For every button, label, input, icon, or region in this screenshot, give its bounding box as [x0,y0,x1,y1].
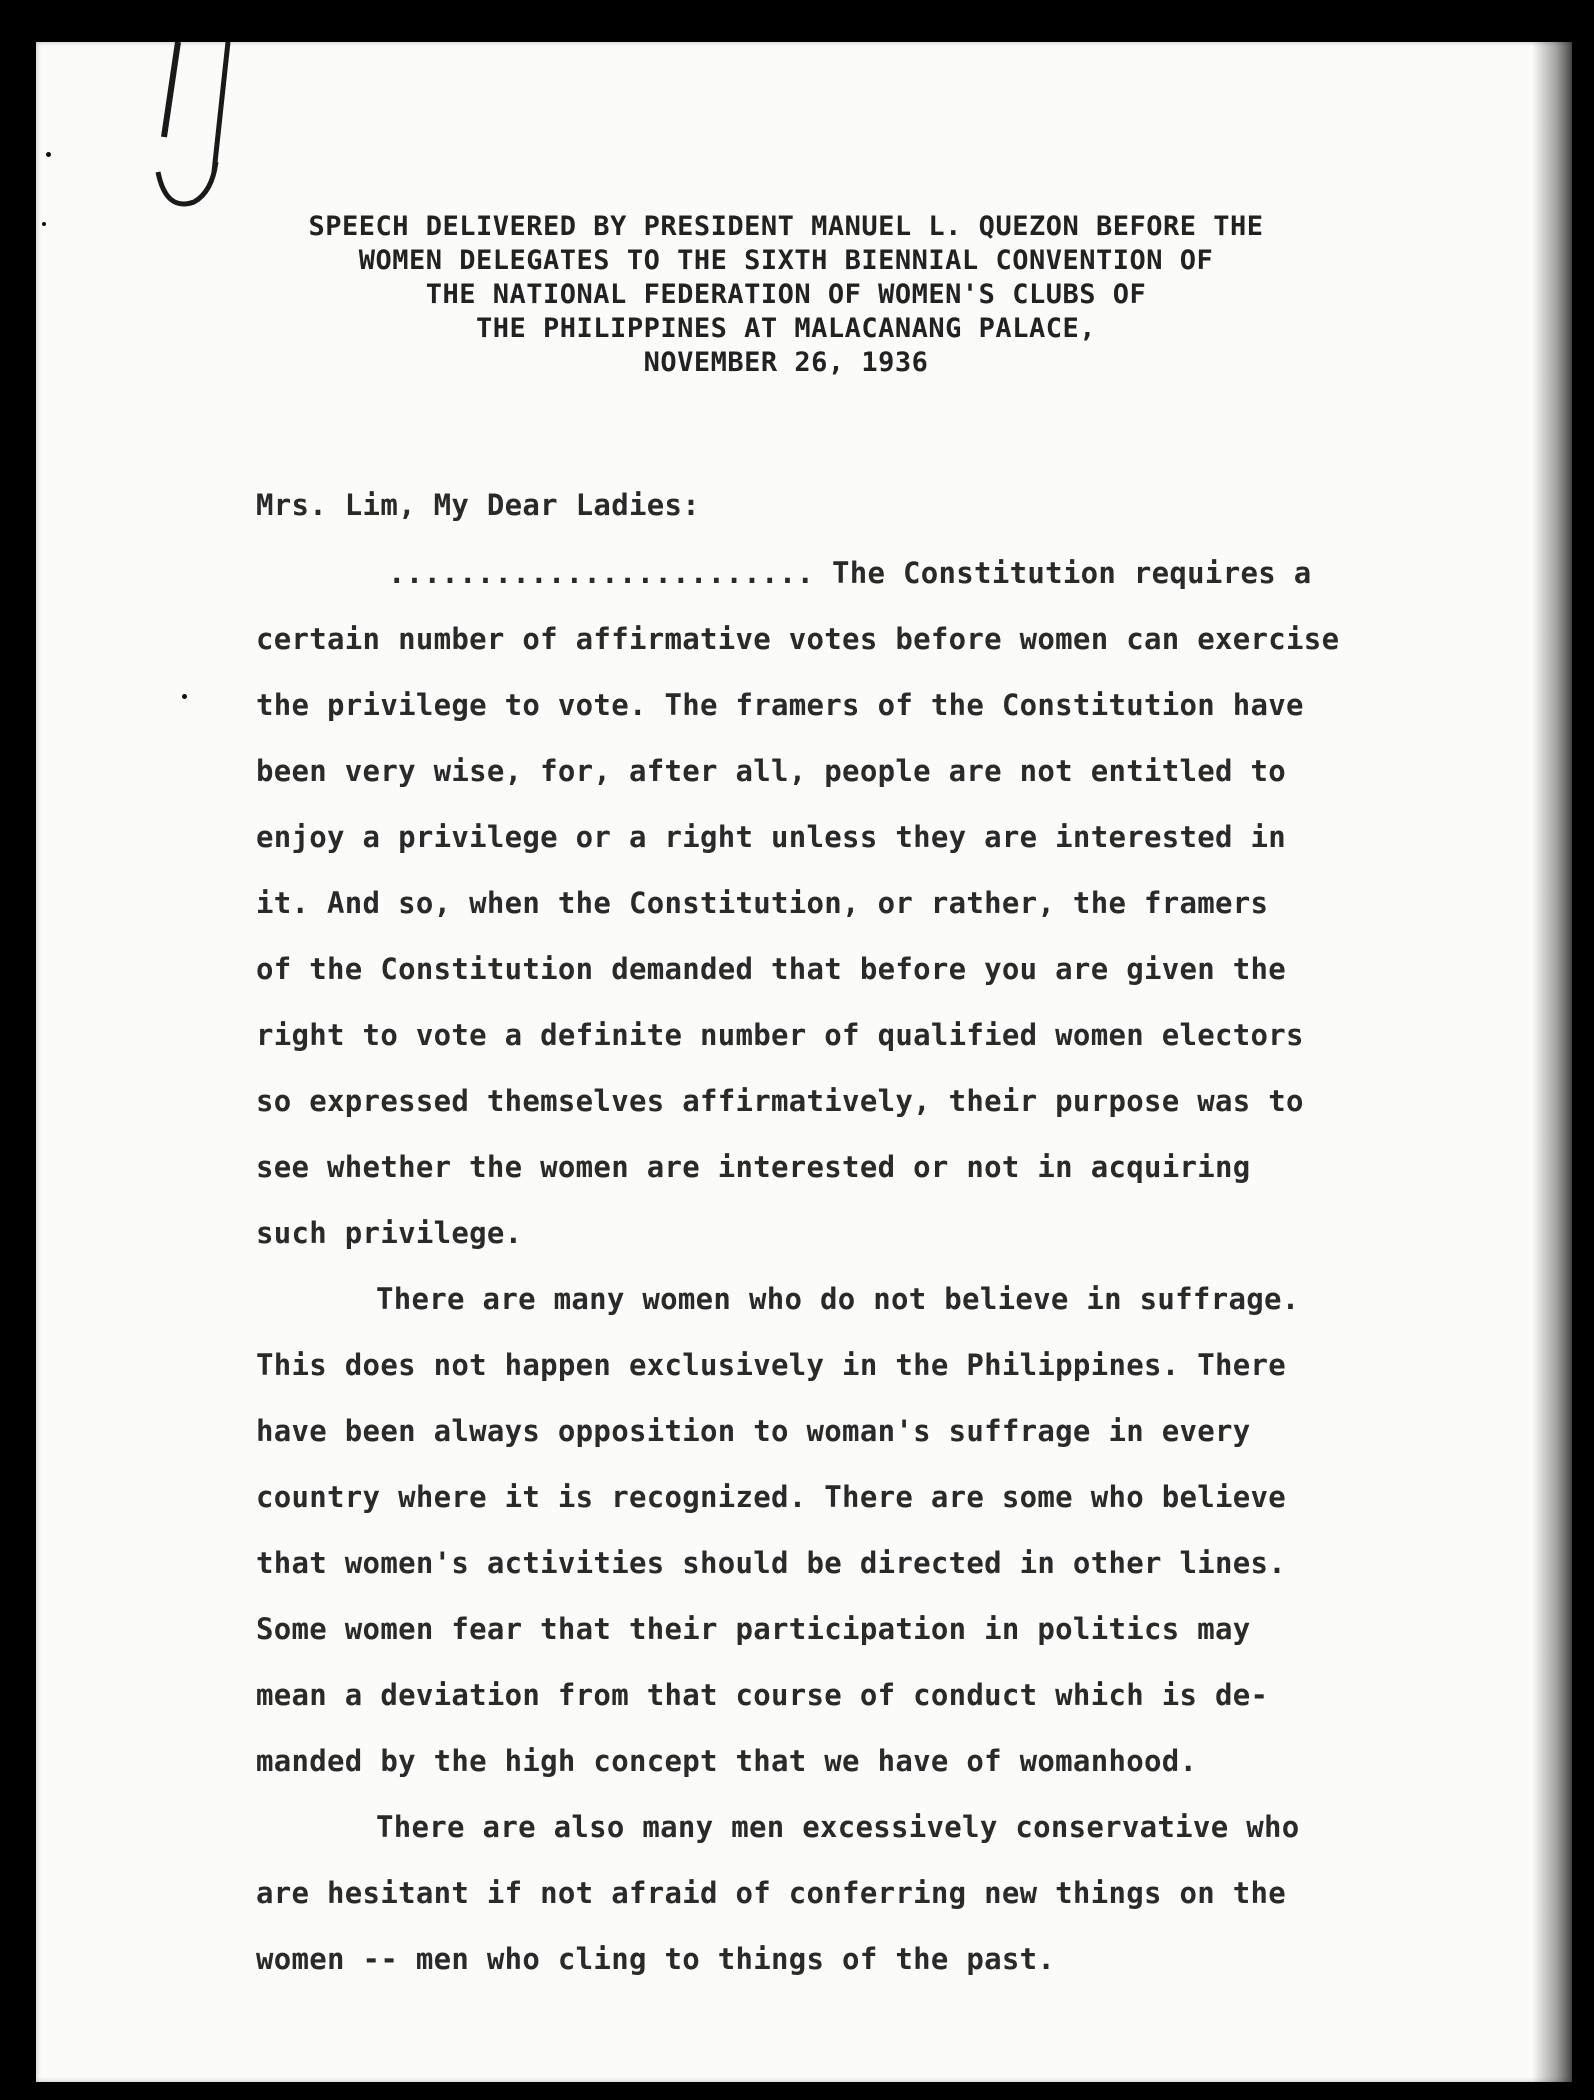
text-line: enjoy a privilege or a right unless they are interested in [256,820,1287,854]
text-line: Some women fear that their participation in politics may [256,1612,1251,1646]
paragraph-3 [256,1794,1486,1992]
speck-mark [182,694,187,699]
text-line: so expressed themselves affirmatively, their purpose was to [256,1084,1304,1118]
text-line: see whether the women are interested or not in acquiring [256,1150,1251,1184]
text-line: been very wise, for, after all, people are not entitled to [256,754,1287,788]
paragraph-1 [256,540,1486,1266]
text-line: of the Constitution demanded that before you are given the [256,952,1287,986]
text-line: certain number of affirmative votes before women can exercise [256,622,1340,656]
salutation: Mrs. Lim, My Dear Ladies: [256,488,700,522]
text-line: right to vote a definite number of qualified women electors [256,1018,1304,1052]
title-line: WOMEN DELEGATES TO THE SIXTH BIENNIAL CONVENTION OF [358,245,1214,276]
title-line: THE PHILIPPINES AT MALACANANG PALACE, [476,313,1096,344]
speech-body [256,470,1486,1992]
text-line: ........................ The Constitution requires a [388,556,1312,590]
text-line: that women's activities should be directed in other lines. [256,1546,1287,1580]
text-line: such privilege. [256,1216,523,1250]
title-line: SPEECH DELIVERED BY PRESIDENT MANUEL L. QUEZON BEFORE THE [308,211,1264,242]
text-line: the privilege to vote. The framers of the Constitution have [256,688,1304,722]
paragraph-2 [256,1266,1486,1794]
text-line: manded by the high concept that we have of womanhood. [256,1744,1198,1778]
paper-clip-mark-icon [116,42,236,232]
speck-mark [46,152,51,157]
text-line: There are also many men excessively conservative who [376,1810,1300,1844]
speck-mark [42,222,46,226]
text-line: women -- men who cling to things of the past. [256,1942,1056,1976]
page-edge-shadow [1532,42,1572,2082]
speech-title [196,210,1376,380]
text-line: mean a deviation from that course of conduct which is de- [256,1678,1269,1712]
text-line: There are many women who do not believe in suffrage. [376,1282,1300,1316]
text-line: country where it is recognized. There are some who believe [256,1480,1287,1514]
title-line: NOVEMBER 26, 1936 [643,347,929,378]
text-line: are hesitant if not afraid of conferring new things on the [256,1876,1287,1910]
text-line: it. And so, when the Constitution, or rather, the framers [256,886,1269,920]
text-line: have been always opposition to woman's suffrage in every [256,1414,1251,1448]
title-line: THE NATIONAL FEDERATION OF WOMEN'S CLUBS OF [425,279,1147,310]
text-line: This does not happen exclusively in the Philippines. There [256,1348,1287,1382]
